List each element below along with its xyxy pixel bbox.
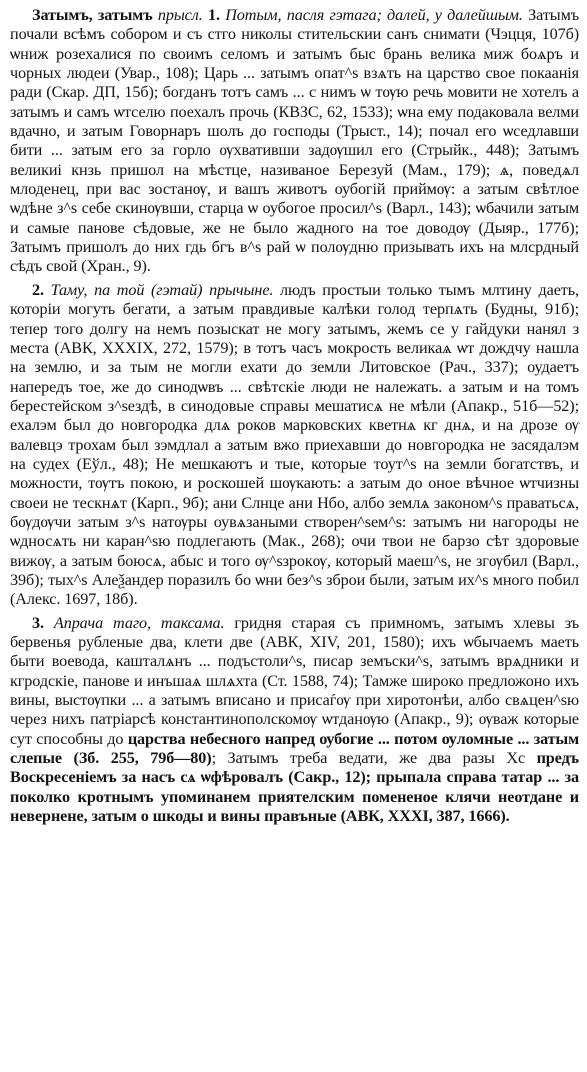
entry-head-span-4: Затымъ почали всѣмъ собором и съ стго николы стительскии санъ снимати (Чэцця, 107б) ѡниж розехалися по своимъ селомъ и затымъ быс брань велика миж боѧръ и чорных людеи (Увар., 108); Царь ... затымъ опат^s взѧть на царство свое покаанія ради (Скар. ДП, 15б); богданъ тотъ самъ ... с нимъ ѡ тѹю речь мовити не хотелъ а затымъ и самъ ѡтселю поехалъ прочь (КВЗС, 62, 1533); ѡна ему подаковала велми вдачно, и затым Говорнаръ шолъ до господы (Трыст., 14); почал его ѡседлавши бити ... затым его за горло ѹхвативши задѹшил его (Стрыйк., 448); Затымъ великиі кнзь пришол на мѣстце, називаное Березуй (Мам., 179); ѧ, поведѧл млоденец, при вас зостанѹ, и вашъ животъ оубогій приймѹ: а затым свѣтлое ѡдѣне з^s себе скинѹвши, старца ѡ оубогое просил^s (Варл., 143); ѡбачили затым и самые панове сѣдовые, же не было жадного на тое доводѹ (Дыяр., 177б); Затымъ пришолъ до них гдь бгъ в^s рай ѡ полѹдню призывать ихъ на млсрдный сѣдъ свой (Хран., 9). xyxy=(10,6,580,276)
paragraph-sense-2 xyxy=(10,281,579,610)
entry-head-span-2: 1. xyxy=(207,6,226,24)
sense-3-span-5: предъ Воскресеніемъ за насъ сѧ ѡфѣровалъ (Сакр., 12); прыпала справа татар ... за поколко кротнымъ упоминанем приятелским помененое клячи неотдане и невернене, затым о шкоды и вины правъные (АВК, XXXI, 387, 1666). xyxy=(10,749,580,826)
sense-2-span-0: 2. xyxy=(32,280,51,299)
sense-3-span-4: ; Затымъ треба ведати, же два разы Хс xyxy=(211,749,537,768)
sense-2-span-1: Таму, па той (гэтай) прычыне. xyxy=(50,280,274,299)
paragraph-entry-head xyxy=(10,6,579,277)
sense-3-span-0: 3. xyxy=(32,613,54,632)
sense-2-span-2: людъ простыи только тымъ млтину даеть, которіи могуть бегати, а затым правдивые калѣки голод терпѧть (Будны, 91б); тепер того долгу на немъ позыскат не могу затымъ, жемъ се у гайдуки нанял з места (АВК, XXXIX, 272, 1579); в тотъ часъ мокрость великаѧ ѡт дождчу нашла на землю, и за тым не могли ехати до земли Литовское (Рач., 337); оудаетъ напередъ тое, же до синодѡвъ ... свѣтскіе люди не належать. а затым и на томъ берестейском з^sездѣ, в синодовые справы мешатисѧ не мѣли (Апакр., 51б—52); ехалэм был до новгородка длѧ роков марковских кветнѧ кг днѧ, и на дрозе ѹ валевцэ трохам был зэмдлал а затым вжо приехавши до новгородка не засядалэм на судех (Еўл., 48); Не мешкаютъ и тые, которые тоут^s на земли богатствъ, и можности, тѹтъ покою, и роскошей шѹкають: а затым до оное вѣчное ѡтчизны своеи не тескнѧт (Карп., 9б); ани Слнце ани Нбо, албо землѧ законом^s праватьсѧ, бѹдѹчи затым з^s натѹры оувѧзаными створен^sем^s: затымъ ни нагороды не ѡдносѧть ни каран^sю подлегають (Мак., 268); очи твои не барзо сѣт здоровые вижѹ, а затым боюсѧ, абыс и того ѹ^sзрокѹ, который маеш^s, не згѹбил (Варл., 39б); тых^s Алеѯандер поразилъ бо ѡни без^s зброи были, затым их^s много побил (Алекс. 1697, 18б). xyxy=(10,280,579,609)
paragraph-sense-3 xyxy=(10,614,579,827)
sense-3-span-2: гридня старая съ примномъ, затымъ хлевы зъ бервенья рубленые два, клети две (АВК, XIV, 201, 1580); ихъ ѡбычаемъ маеть быти воевода, кашталѧнъ ... подъстоли^s, писар земъски^s, затымъ врѧдники и кгродскіе, панове и инъшаѧ шлѧхта (Ст. 1588, 74); Тамже широко предложоно ихъ вины, выстѹпки ... а затымъ вписано и присаѓѹ при хиротонѣи, албо свѧцен^sю через нихъ патріарсѣ константинополскомѹ ѡтданѹю (Апакр., 9); ѹваж которые сут способны до xyxy=(10,613,579,748)
sense-3-span-1: Апрача таго, таксама. xyxy=(53,613,225,632)
entry-head-span-3: Потым, пасля гэтага; далей, у далейшым. xyxy=(225,6,523,24)
sense-3-span-3: царства небесного напред ѹбогие ... потом ѹломные ... затым слепые (Зб. 255, 79б—80) xyxy=(10,729,579,768)
entry-head-span-0: Затымъ, затымъ xyxy=(32,6,158,24)
entry-head-span-1: прысл. xyxy=(157,6,208,24)
